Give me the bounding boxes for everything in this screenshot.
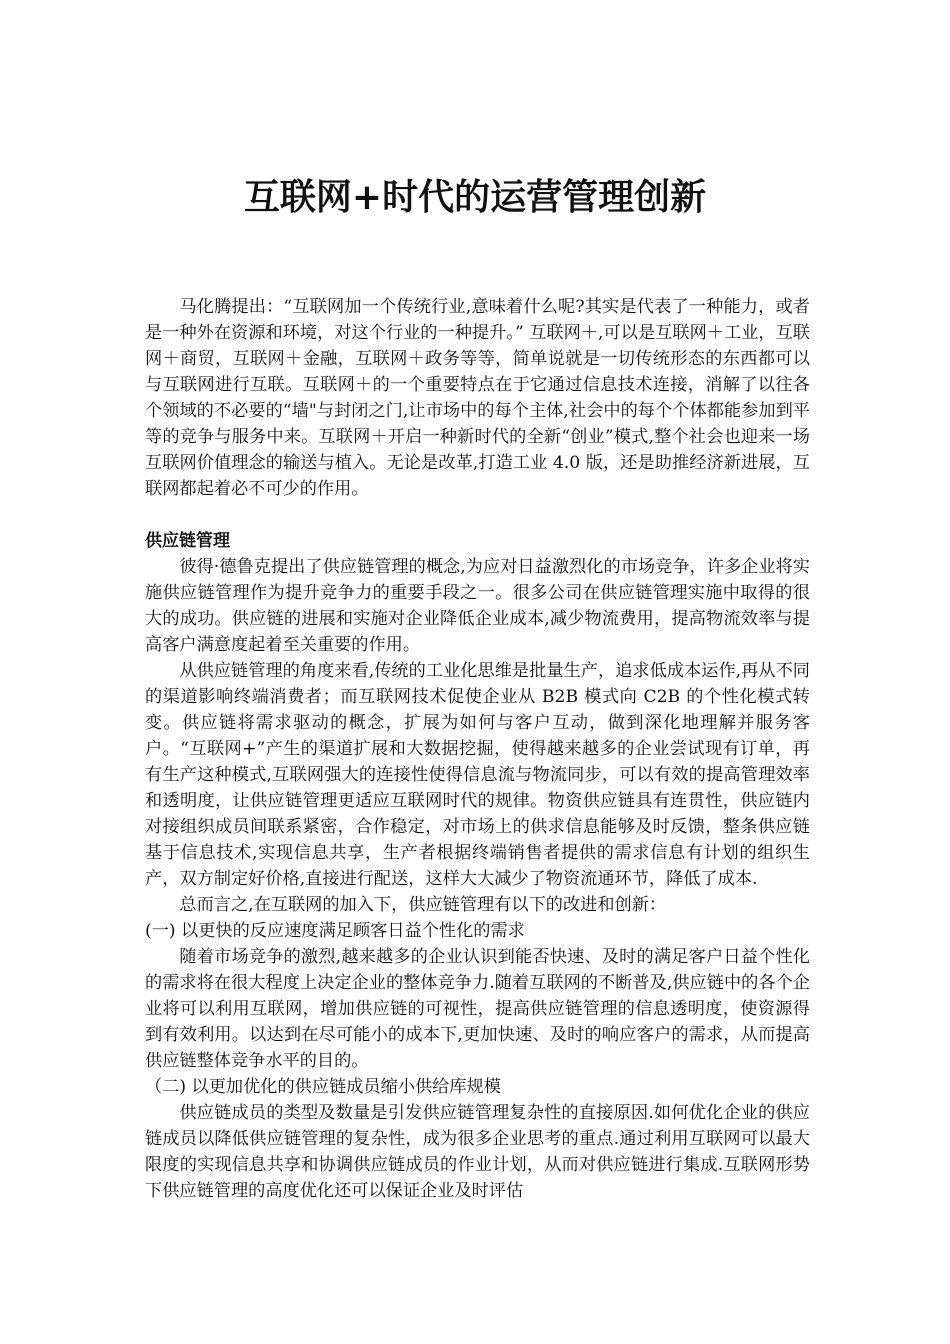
- subsection-heading: (一) 以更快的反应速度满足顾客日益个性化的需求: [145, 921, 525, 941]
- paragraph: 供应链成员的类型及数量是引发供应链管理复杂性的直接原因.如何优化企业的供应链成员以降低供应链管理的复杂性，成为很多企业思考的重点.通过利用互联网可以最大限度的实现信息共享和协调供应链成员的作业计划，从而对供应链进行集成.互联网形势下供应链管理的高度优化还可以保证企业及时评估: [145, 1103, 810, 1201]
- paragraph: 从供应链管理的角度来看,传统的工业化思维是批量生产，追求低成本运作,再从不同的渠道影响终端消费者；而互联网技术促使企业从 B2B 模式向 C2B 的个性化模式转变。供应链将需求驱动的概念，扩展为如何与客户互动，做到深化地理解并服务客户。“互联网+”产生的渠道扩展和大数据挖掘，使得越来越多的企业尝试现有订单，再有生产这种模式,互联网强大的连接性使得信息流与物流同步，可以有效的提高管理效率和透明度，让供应链管理更适应互联网时代的规律。物资供应链具有连贯性，供应链内对接组织成员间联系紧密，合作稳定，对市场上的供求信息能够及时反馈，整条供应链基于信息技术,实现信息共享，生产者根据终端销售者提供的需求信息有计划的组织生产，双方制定好价格,直接进行配送，这样大大减少了物资流通环节，降低了成本.: [145, 661, 810, 889]
- paragraph: 彼得·德鲁克提出了供应链管理的概念,为应对日益激烈化的市场竞争，许多企业将实施供应链管理作为提升竞争力的重要手段之一。很多公司在供应链管理实施中取得的很大的成功。供应链的进展和实施对企业降低企业成本,减少物流费用，提高物流效率与提高客户满意度起着至关重要的作用。: [145, 557, 810, 655]
- section-heading: 供应链管理: [145, 531, 230, 551]
- paragraph: 总而言之,在互联网的加入下，供应链管理有以下的改进和创新：: [179, 895, 667, 915]
- paragraph: 随着市场竞争的激烈,越来越多的企业认识到能否快速、及时的满足客户日益个性化的需求将在很大程度上决定企业的整体竞争力.随着互联网的不断普及,供应链中的各个企业将可以利用互联网，增加供应链的可视性，提高供应链管理的信息透明度，使资源得到有效利用。以达到在尽可能小的成本下,更加快速、及时的响应客户的需求，从而提高供应链整体竞争水平的目的。: [145, 947, 810, 1071]
- document-body: [145, 294, 810, 1204]
- intro-paragraph: 马化腾提出：“互联网加一个传统行业,意味着什么呢?其实是代表了一种能力，或者是一种外在资源和环境，对这个行业的一种提升。” 互联网＋,可以是互联网＋工业，互联网＋商贸，互联网＋金融，互联网＋政务等等，简单说就是一切传统形态的东西都可以与互联网进行互联。互联网＋的一个重要特点在于它通过信息技术连接，消解了以往各个领域的不必要的“墙"与封闭之门,让市场中的每个主体,社会中的每个个体都能参加到平等的竞争与服务中来。互联网＋开启一种新时代的全新“创业”模式,整个社会也迎来一场互联网价值理念的输送与植入。无论是改革,打造工业 4.0 版，还是助推经济新进展，互联网都起着必不可少的作用。: [145, 297, 810, 499]
- page-title: 互联网+时代的运营管理创新: [243, 177, 707, 218]
- subsection-heading: （二) 以更加优化的供应链成员缩小供给库规模: [145, 1077, 501, 1097]
